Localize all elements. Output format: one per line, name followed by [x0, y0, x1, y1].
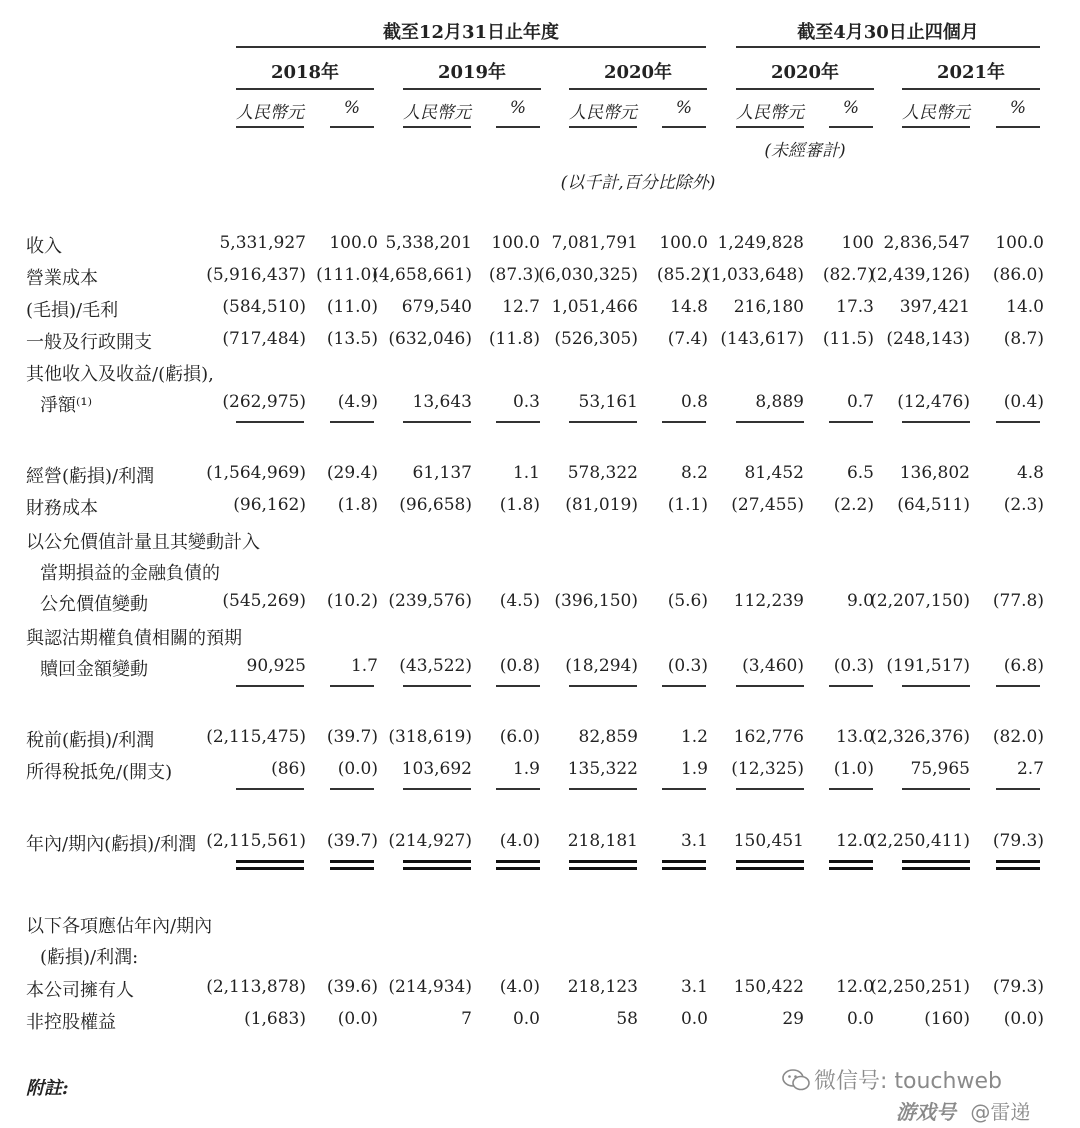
amount-cell: 75,965 [910, 759, 970, 779]
subtotal-rule [829, 788, 873, 790]
amount-cell: 82,859 [578, 727, 638, 747]
amount-cell: (4,658,661) [372, 265, 472, 285]
amount-cell: 578,322 [567, 463, 638, 483]
subtotal-rule [236, 685, 304, 687]
amount-cell: (214,927) [388, 831, 472, 851]
percent-cell: 17.3 [836, 297, 874, 317]
amount-cell: 53,161 [578, 392, 638, 412]
percent-cell: 1.7 [350, 656, 378, 676]
amount-cell: 13,643 [412, 392, 472, 412]
subtotal-rule [403, 421, 471, 423]
row-label: 稅前(虧損)/利潤 [26, 730, 155, 751]
amount-cell: (396,150) [554, 591, 638, 611]
percent-cell: (2.2) [833, 495, 874, 515]
row-label: 其他收入及收益/(虧損), [26, 364, 214, 385]
amount-cell: (318,619) [388, 727, 472, 747]
row-label: 營業成本 [26, 268, 98, 289]
wechat-icon [782, 1069, 810, 1091]
percent-cell: 3.1 [680, 977, 708, 997]
amount-cell: 1,249,828 [717, 233, 804, 253]
amount-cell: 136,802 [899, 463, 970, 483]
row-label: 所得稅抵免/(開支) [26, 762, 173, 783]
row-label: (虧損)/利潤: [40, 947, 139, 968]
amount-cell: (6,030,325) [538, 265, 638, 285]
percent-cell: 0.0 [680, 1009, 708, 1029]
percent-cell: 14.0 [1006, 297, 1044, 317]
percent-cell: (77.8) [992, 591, 1044, 611]
amount-cell: (12,325) [731, 759, 804, 779]
year-2020-4m: 2020年 [770, 62, 840, 83]
amount-cell: (248,143) [886, 329, 970, 349]
amount-cell: 2,836,547 [883, 233, 970, 253]
subtotal-rule [496, 421, 540, 423]
percent-cell: 9.0 [846, 591, 874, 611]
currency-label: 人民幣元 [736, 103, 804, 123]
total-double-rule [736, 867, 804, 870]
amount-cell: 162,776 [733, 727, 804, 747]
subtotal-rule [662, 788, 706, 790]
percent-cell: 4.8 [1016, 463, 1044, 483]
amount-cell: 5,331,927 [219, 233, 306, 253]
amount-cell: (2,326,376) [870, 727, 970, 747]
percent-cell: (111.0) [316, 265, 378, 285]
row-label: (毛損)/毛利 [26, 300, 119, 321]
subtotal-rule [496, 685, 540, 687]
amount-cell: (86) [271, 759, 306, 779]
amount-cell: 90,925 [246, 656, 306, 676]
percent-cell: 12.7 [502, 297, 540, 317]
total-double-rule [902, 860, 970, 863]
total-double-rule [902, 867, 970, 870]
amount-cell: 5,338,201 [385, 233, 472, 253]
percent-cell: (4.5) [499, 591, 540, 611]
percent-cell: 0.7 [846, 392, 874, 412]
footnote-title: 附註: [26, 1078, 69, 1099]
percent-cell: 0.3 [512, 392, 540, 412]
percent-cell: (82.0) [992, 727, 1044, 747]
amount-cell: (27,455) [731, 495, 804, 515]
subtotal-rule [569, 421, 637, 423]
amount-cell: 7 [461, 1009, 472, 1029]
amount-cell: 61,137 [412, 463, 472, 483]
percent-cell: (2.3) [1003, 495, 1044, 515]
total-double-rule [496, 867, 540, 870]
subtotal-rule [902, 421, 970, 423]
row-label: 贖回金額變動 [40, 659, 148, 680]
percent-cell: (0.0) [337, 759, 378, 779]
total-double-rule [330, 867, 374, 870]
total-double-rule [829, 867, 873, 870]
brand-watermark [896, 1096, 1030, 1125]
brand-left: 游戏号 [896, 1100, 956, 1124]
percent-cell: (5.6) [667, 591, 708, 611]
percent-label: % [1009, 98, 1027, 118]
total-double-rule [996, 860, 1040, 863]
row-label: 與認沽期權負債相關的預期 [26, 628, 242, 649]
amount-cell: 1,051,466 [551, 297, 638, 317]
amount-cell: 103,692 [401, 759, 472, 779]
percent-cell: 1.9 [680, 759, 708, 779]
amount-cell: (96,658) [399, 495, 472, 515]
amount-cell: (143,617) [720, 329, 804, 349]
percent-cell: (86.0) [992, 265, 1044, 285]
amount-cell: (262,975) [222, 392, 306, 412]
percent-cell: 100.0 [995, 233, 1044, 253]
group1-title: 截至12月31日止年度 [382, 22, 560, 43]
subtotal-rule [996, 685, 1040, 687]
subtotal-rule [902, 685, 970, 687]
percent-cell: 100.0 [491, 233, 540, 253]
percent-cell: 0.0 [512, 1009, 540, 1029]
percent-label: % [509, 98, 527, 118]
percent-cell: (79.3) [992, 977, 1044, 997]
amount-cell: (545,269) [222, 591, 306, 611]
percent-cell: (85.2) [656, 265, 708, 285]
percent-cell: 100.0 [659, 233, 708, 253]
amount-cell: (2,113,878) [206, 977, 306, 997]
subtotal-rule [996, 421, 1040, 423]
subtotal-rule [403, 788, 471, 790]
percent-label: % [343, 98, 361, 118]
currency-label: 人民幣元 [569, 103, 637, 123]
amount-cell: (43,522) [399, 656, 472, 676]
row-label: 以下各項應佔年內/期內 [26, 916, 213, 937]
percent-cell: (7.4) [667, 329, 708, 349]
amount-cell: (1,033,648) [704, 265, 804, 285]
amount-cell: (160) [924, 1009, 970, 1029]
percent-cell: 12.0 [836, 977, 874, 997]
total-double-rule [496, 860, 540, 863]
percent-cell: 0.8 [680, 392, 708, 412]
percent-cell: (39.7) [326, 727, 378, 747]
percent-cell: 3.1 [680, 831, 708, 851]
total-double-rule [996, 867, 1040, 870]
percent-cell: (29.4) [326, 463, 378, 483]
amount-cell: 8,889 [755, 392, 804, 412]
total-double-rule [662, 867, 706, 870]
amount-cell: (81,019) [565, 495, 638, 515]
percent-cell: (4.0) [499, 977, 540, 997]
percent-cell: (39.6) [326, 977, 378, 997]
row-label: 非控股權益 [26, 1012, 116, 1033]
subtotal-rule [902, 788, 970, 790]
percent-cell: (0.3) [833, 656, 874, 676]
amount-cell: 58 [616, 1009, 638, 1029]
subtotal-rule [829, 685, 873, 687]
amount-cell: 216,180 [733, 297, 804, 317]
row-label: 經營(虧損)/利潤 [26, 466, 155, 487]
total-double-rule [236, 860, 304, 863]
percent-cell: 2.7 [1016, 759, 1044, 779]
subtotal-rule [569, 788, 637, 790]
percent-cell: 1.1 [512, 463, 540, 483]
subtotal-rule [736, 685, 804, 687]
percent-cell: (0.0) [1003, 1009, 1044, 1029]
percent-cell: 13.0 [836, 727, 874, 747]
subtotal-rule [330, 421, 374, 423]
year-2018: 2018年 [270, 62, 340, 83]
amount-cell: 218,181 [567, 831, 638, 851]
amount-cell: (2,115,475) [206, 727, 306, 747]
amount-cell: 679,540 [401, 297, 472, 317]
percent-cell: (0.0) [337, 1009, 378, 1029]
percent-cell: (1.1) [667, 495, 708, 515]
percent-cell: (11.5) [822, 329, 874, 349]
percent-cell: (87.3) [488, 265, 540, 285]
percent-label: % [842, 98, 860, 118]
amount-cell: (191,517) [886, 656, 970, 676]
currency-label: 人民幣元 [403, 103, 471, 123]
percent-cell: (1.8) [499, 495, 540, 515]
amount-cell: (18,294) [565, 656, 638, 676]
row-label: 公允價值變動 [40, 594, 148, 615]
percent-cell: (6.0) [499, 727, 540, 747]
total-double-rule [569, 867, 637, 870]
percent-cell: (39.7) [326, 831, 378, 851]
amount-cell: (2,250,411) [870, 831, 970, 851]
amount-cell: 397,421 [899, 297, 970, 317]
subtotal-rule [996, 788, 1040, 790]
amount-cell: (1,683) [244, 1009, 306, 1029]
percent-cell: 12.0 [836, 831, 874, 851]
amount-cell: (526,305) [554, 329, 638, 349]
percent-cell: (4.9) [337, 392, 378, 412]
percent-cell: (13.5) [326, 329, 378, 349]
percent-cell: (0.3) [667, 656, 708, 676]
subtotal-rule [403, 685, 471, 687]
percent-cell: (11.0) [326, 297, 378, 317]
year-2021-4m: 2021年 [936, 62, 1006, 83]
row-label: 收入 [26, 236, 62, 257]
percent-cell: (6.8) [1003, 656, 1044, 676]
amount-cell: 135,322 [567, 759, 638, 779]
percent-cell: (11.8) [488, 329, 540, 349]
percent-cell: 6.5 [846, 463, 874, 483]
total-double-rule [236, 867, 304, 870]
percent-cell: (4.0) [499, 831, 540, 851]
wechat-id: 微信号: touchweb [814, 1069, 1002, 1094]
total-double-rule [403, 867, 471, 870]
amount-cell: 150,422 [733, 977, 804, 997]
subtotal-rule [330, 788, 374, 790]
amount-cell: (96,162) [233, 495, 306, 515]
subtotal-rule [829, 421, 873, 423]
group2-title: 截至4月30日止四個月 [797, 22, 979, 43]
total-double-rule [662, 860, 706, 863]
percent-cell: (0.8) [499, 656, 540, 676]
unaudited-label: (未經審計) [764, 141, 846, 161]
percent-cell: 14.8 [670, 297, 708, 317]
percent-cell: 100 [841, 233, 874, 253]
currency-label: 人民幣元 [902, 103, 970, 123]
amount-cell: (717,484) [222, 329, 306, 349]
percent-cell: (1.0) [833, 759, 874, 779]
subtotal-rule [330, 685, 374, 687]
amount-cell: (2,439,126) [870, 265, 970, 285]
amount-cell: (2,250,251) [870, 977, 970, 997]
year-2019: 2019年 [437, 62, 507, 83]
subtotal-rule [496, 788, 540, 790]
row-label: 當期損益的金融負債的 [40, 563, 220, 584]
subtotal-rule [662, 421, 706, 423]
subtotal-rule [236, 788, 304, 790]
percent-cell: (8.7) [1003, 329, 1044, 349]
percent-cell: 100.0 [329, 233, 378, 253]
amount-cell: (3,460) [742, 656, 804, 676]
row-label: 年內/期內(虧損)/利潤 [26, 834, 197, 855]
percent-cell: (79.3) [992, 831, 1044, 851]
subtotal-rule [236, 421, 304, 423]
total-double-rule [330, 860, 374, 863]
amount-cell: (12,476) [897, 392, 970, 412]
amount-cell: (2,207,150) [870, 591, 970, 611]
row-label: 財務成本 [26, 498, 98, 519]
row-label: 淨額⁽¹⁾ [40, 395, 93, 416]
percent-cell: 1.2 [680, 727, 708, 747]
amount-cell: 81,452 [744, 463, 804, 483]
amount-cell: (239,576) [388, 591, 472, 611]
row-label: 以公允價值計量且其變動計入 [26, 532, 260, 553]
row-label: 本公司擁有人 [26, 980, 134, 1001]
total-double-rule [403, 860, 471, 863]
amount-cell: (584,510) [222, 297, 306, 317]
percent-cell: 8.2 [680, 463, 708, 483]
wechat-watermark [782, 1064, 1002, 1095]
amount-cell: (2,115,561) [206, 831, 306, 851]
subtotal-rule [736, 788, 804, 790]
amount-cell: 112,239 [733, 591, 804, 611]
total-double-rule [736, 860, 804, 863]
currency-label: 人民幣元 [236, 103, 304, 123]
percent-cell: (1.8) [337, 495, 378, 515]
amount-cell: 218,123 [567, 977, 638, 997]
year-2020: 2020年 [603, 62, 673, 83]
row-label: 一般及行政開支 [26, 332, 152, 353]
brand-right: @雷递 [970, 1100, 1031, 1124]
percent-cell: (82.7) [822, 265, 874, 285]
amount-cell: 29 [782, 1009, 804, 1029]
subtotal-rule [662, 685, 706, 687]
total-double-rule [569, 860, 637, 863]
amount-cell: 7,081,791 [551, 233, 638, 253]
percent-cell: (0.4) [1003, 392, 1044, 412]
percent-cell: 0.0 [846, 1009, 874, 1029]
subtotal-rule [569, 685, 637, 687]
amount-cell: 150,451 [733, 831, 804, 851]
amount-cell: (64,511) [897, 495, 970, 515]
amount-cell: (1,564,969) [206, 463, 306, 483]
amount-cell: (632,046) [388, 329, 472, 349]
percent-cell: (10.2) [326, 591, 378, 611]
amount-cell: (5,916,437) [206, 265, 306, 285]
subtotal-rule [736, 421, 804, 423]
units-note: (以千計,百分比除外) [560, 173, 716, 193]
percent-cell: 1.9 [512, 759, 540, 779]
percent-label: % [675, 98, 693, 118]
amount-cell: (214,934) [388, 977, 472, 997]
total-double-rule [829, 860, 873, 863]
